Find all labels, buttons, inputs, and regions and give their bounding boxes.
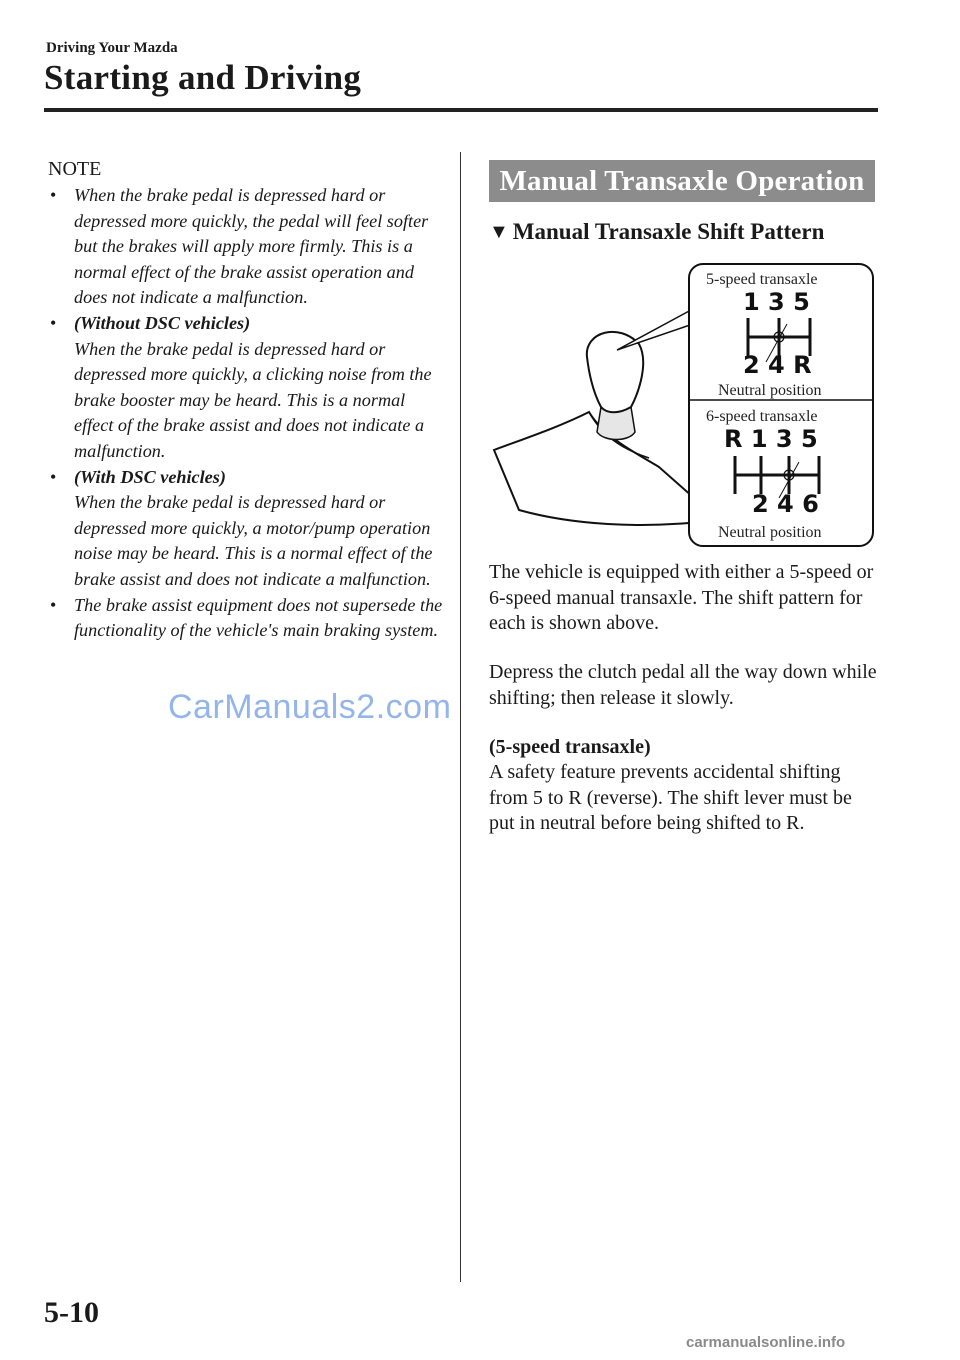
footer-url: carmanualsonline.info	[686, 1334, 846, 1351]
note-item	[48, 593, 443, 644]
gears-6speed-top: R 1 3 5	[724, 425, 818, 453]
gears-6speed-bottom: 2 4 6	[752, 490, 819, 518]
page-title: Starting and Driving	[44, 58, 362, 97]
section-label: Driving Your Mazda	[46, 40, 178, 56]
label-6speed: 6-speed transaxle	[706, 408, 818, 425]
note-text: When the brake pedal is depressed hard or depressed more quickly, the pedal will feel softer but the brakes will apply more firmly. This is a normal effect of the brake assist operation and does not indicate a malfunction.	[74, 185, 429, 308]
note-list	[48, 183, 443, 644]
column-divider	[460, 152, 461, 1282]
note-item	[48, 311, 443, 465]
note-heading: • (With DSC vehicles)	[74, 466, 226, 487]
shift-pattern-figure	[489, 262, 875, 548]
note-text: The brake assist equipment does not supersede the functionality of the vehicle's main braking system.	[74, 594, 443, 641]
watermark: CarManuals2.com	[168, 688, 452, 726]
label-5speed: 5-speed transaxle	[706, 271, 818, 288]
gears-5speed-top: 1 3 5	[743, 288, 810, 316]
neutral-label-5speed: Neutral position	[718, 382, 822, 399]
note-heading: • (Without DSC vehicles)	[74, 312, 251, 333]
header-divider	[44, 108, 878, 112]
note-item	[48, 465, 443, 593]
page-number: 5-10	[44, 1296, 99, 1329]
sub-heading-text: Manual Transaxle Shift Pattern	[512, 219, 825, 244]
sub-heading	[489, 219, 824, 245]
paragraph-5speed-heading: (5-speed transaxle)	[489, 736, 651, 758]
note-text: When the brake pedal is depressed hard or depressed more quickly, a motor/pump operation noise may be heard. This is a normal effect of the brake assist and does not indicate a malfunction.	[74, 492, 433, 589]
neutral-label-6speed: Neutral position	[718, 524, 822, 541]
gears-5speed-bottom: 2 4 R	[743, 351, 812, 379]
note-title: NOTE	[48, 158, 102, 180]
triangle-marker-icon: ▼	[489, 221, 509, 243]
paragraph-5speed-safety: A safety feature prevents accidental shifting from 5 to R (reverse). The shift lever must be put in neutral before being shifted to R.	[489, 761, 852, 835]
note-section	[48, 158, 443, 644]
paragraph-clutch: Depress the clutch pedal all the way down while shifting; then release it slowly.	[489, 661, 877, 709]
note-text: When the brake pedal is depressed hard or depressed more quickly, a clicking noise from the brake booster may be heard. This is a normal effect of the brake assist and does not indicate a malfunction.	[74, 338, 432, 461]
callout-pointer	[617, 310, 693, 350]
paragraph-transaxle-types: The vehicle is equipped with either a 5-speed or 6-speed manual transaxle. The shift pattern for each is shown above.	[489, 561, 874, 635]
note-item	[48, 183, 443, 311]
section-banner: Manual Transaxle Operation	[489, 160, 875, 202]
